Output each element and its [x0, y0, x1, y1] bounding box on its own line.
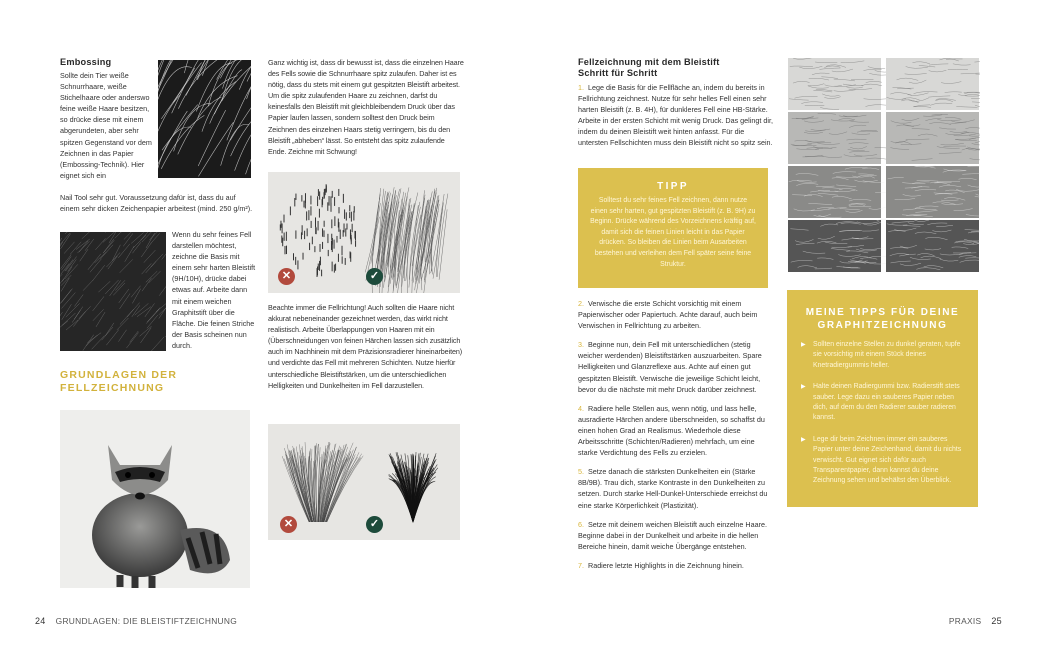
- step-1: [578, 82, 773, 149]
- step-number: 1.: [578, 83, 584, 92]
- graphite-tips-title-line1: MEINE TIPPS FÜR DEINE: [805, 307, 960, 318]
- step-text: Lege die Basis für die Fellfläche an, indem du bereits in Fellrichtung zeichnest. Nutze für sehr helles Fell einen sehr harten Bleistift (z. B. 4H), für dunkleres Fell eine HB-Stärke. Arbeite in der ersten Schicht mit wenig Druck. Das gelingt dir, indem du deinen Bleistift weit hinten anfasst. Für die untersten Fellschichten muss dein Bleistift nicht so spitz sein.: [578, 83, 773, 148]
- section-heading: [60, 369, 177, 395]
- check-mark-icon: ✓: [366, 268, 383, 285]
- step-text: Beginne nun, dein Fell mit unterschiedlichen (stetig weicher werdenden) Bleistiftstärken auszuarbeiten. Spare Helligkeiten und Glanzreflexe aus. Achte auf einen gut gespitzten Bleistift. Verwische die jeweilige Schicht leicht, bevor du die nächste mit mehr Druck darüber zeichnest.: [578, 340, 762, 394]
- fine-fur-text: Wenn du sehr feines Fell darstellen möchtest, zeichne die Basis mit einem sehr harten Bleistift (9H/10H), drücke dabei etwas auf. Arbeite dann mit einem weichen Graphitstift über die Fläche. Die feinen Striche der Basis scheinen nun durch.: [172, 230, 256, 350]
- step-text: Radiere letzte Highlights in die Zeichnung hinein.: [588, 560, 744, 570]
- embossing-text-continued: Nail Tool sehr gut. Voraussetzung dafür ist, dass du auf einem sehr dicken Zeichenpapier arbeitest (mind. 250 g/m²).: [60, 193, 253, 214]
- running-title: PRAXIS: [948, 616, 982, 626]
- step-text: Setze danach die stärksten Dunkelheiten ein (Stärke 8B/9B). Trau dich, starke Kontraste in den Dunkelheiten zu setzen. Durch starke Hell-Dunkel-Unterschiede erreichst du eine starke Körperlichkeit (Plastizität).: [578, 467, 768, 510]
- step-number: 4.: [578, 403, 584, 413]
- step-4: [578, 403, 774, 458]
- step-number: 2.: [578, 299, 584, 308]
- fine-fur-example-image: [60, 232, 166, 351]
- step-number: 7.: [578, 560, 584, 570]
- step-3: [578, 339, 774, 394]
- tip-item: ▶ Sollten einzelne Stellen zu dunkel geraten, tupfe sie vorsichtig mit einem Stück deines Knetradiergummis heller.: [801, 340, 968, 371]
- step-number: 3.: [578, 340, 584, 350]
- footer-right: [949, 616, 1002, 626]
- embossing-text: Sollte dein Tier weiße Schnurrhaare, weiße Stichelhaare oder anderswo feine weiße Haare besitzen, so drücke diese mit einem abgerundeten, aber sehr spitzen Gegenstand vor dem Zeichnen in das Papier (Embossing-Technik). Hier eignet sich ein: [60, 71, 152, 180]
- step-number: 5.: [578, 467, 584, 477]
- fur-steps-image-grid: [788, 58, 980, 272]
- tipp-box: [578, 168, 768, 288]
- page-number: 24: [35, 616, 46, 626]
- section-heading-line1: GRUNDLAGEN DER: [60, 369, 178, 381]
- raccoon-drawing-image: [60, 410, 250, 588]
- graphite-tips-box: [787, 290, 978, 507]
- step-text: Radiere helle Stellen aus, wenn nötig, und lass helle, ausradierte Härchen andere überschneiden, so schaffst du einen hohen Grad an Realismus. Wiederhole diese Arbeitsschritte (Schichten/Radieren) mehrfach, um eine starke Verdichtung des Fells zu erzielen.: [578, 403, 765, 458]
- steps-list: [578, 298, 774, 579]
- step-2: [578, 298, 774, 331]
- step-7: [578, 560, 774, 571]
- middle-text-2: Beachte immer die Fellrichtung! Auch sollten die Haare nicht akkurat nebeneinander gezeichnet werden, das wirkt nicht realistisch. Arbeite Überlappungen von Haaren mit ein (Überschneidungen von feinen Härchen lassen sich zusätzlich auch im Nachhinein mit dem Präzisionsradierer hineinarbeiten) und verdichte das Fell mit mehreren Schichten. Nutze hierfür unterschiedliche Bleistiftstärken, um die unterschiedlichen Helligkeiten und Dunkelheiten im Fell darzustellen.: [268, 303, 463, 390]
- tip-item: ▶ Halte deinen Radiergummi bzw. Radierstift stets sauber. Lege dazu ein sauberes Papier neben dich, auf dem du den Radierer sauber radieren kannst.: [801, 382, 968, 424]
- step-number: 6.: [578, 519, 584, 529]
- check-mark-icon: ✓: [366, 516, 383, 533]
- steps-heading-line2: Schritt für Schritt: [578, 68, 658, 78]
- tip-item: ▶ Lege dir beim Zeichnen immer ein sauberes Papier unter deine Zeichenhand, damit du nichts verwischt. Gut eignet sich dafür auch Transparentpapier, dann kannst du deine Zeichnung sehen und behältst den Überblick.: [801, 435, 968, 487]
- section-heading-line2: FELLZEICHNUNG: [60, 382, 165, 394]
- x-mark-icon: ✕: [280, 516, 297, 533]
- wrong-vs-right-strokes-image: [268, 172, 460, 293]
- step-5: [578, 466, 774, 510]
- running-title: GRUNDLAGEN: DIE BLEISTIFTZEICHNUNG: [55, 616, 238, 626]
- x-mark-icon: ✕: [278, 268, 295, 285]
- fur-direction-example-image: [268, 424, 460, 540]
- step-6: [578, 519, 774, 552]
- graphite-tips-list: [787, 332, 978, 487]
- graphite-tips-title: [787, 306, 978, 332]
- graphite-tips-title-line2: GRAPHITZEICHNUNG: [817, 320, 948, 331]
- tipp-title: TIPP: [657, 181, 689, 192]
- tipp-text: Solltest du sehr feines Fell zeichnen, dann nutze einen sehr harten, gut gespitzten Bleistift (z. B. 9H) zu Beginn. Drücke während des Vorzeichnens kräftig auf, damit sich die feinen Linien leicht in das Papier drücken. So bleiben die Linien beim Ausarbeiten bestehen und verleihen dem Fell später seine feine Struktur.: [590, 197, 756, 268]
- steps-heading: [578, 57, 719, 79]
- embossing-heading: Embossing: [60, 57, 112, 67]
- footer-left: [35, 616, 237, 626]
- step-text: Setze mit deinem weichen Bleistift auch einzelne Haare. Beginne dabei in der Dunkelheit und arbeite in die hellen Bereiche hinein, damit weiche Übergänge entstehen.: [578, 519, 767, 551]
- step-text: Verwische die erste Schicht vorsichtig mit einem Papierwischer oder Papiertuch. Achte darauf, auch beim Verwischen in Fellrichtung zu arbeiten.: [578, 299, 758, 331]
- steps-heading-line1: Fellzeichnung mit dem Bleistift: [578, 57, 720, 67]
- page-number: 25: [991, 616, 1002, 626]
- middle-text-1: Ganz wichtig ist, dass dir bewusst ist, dass die einzelnen Haare des Fells sowie die Schnurrhaare spitz zulaufen. Daher ist es nötig, dass du stets mit einem gut gespitzten Bleistift arbeitest. Um die spitz zulaufenden Haare zu zeichnen, darfst du keinesfalls den Bleistift mit gleichbleibendem Druck über das Papier laufen lassen, sondern solltest den Druck beim Zeichnen des einzelnen Haars stetig verringern, bis du den Bleistift „abheben“ lässt. So entsteht das spitz zulaufende Ende. Zeichne mit Schwung!: [268, 58, 464, 156]
- embossing-example-image: [158, 60, 251, 178]
